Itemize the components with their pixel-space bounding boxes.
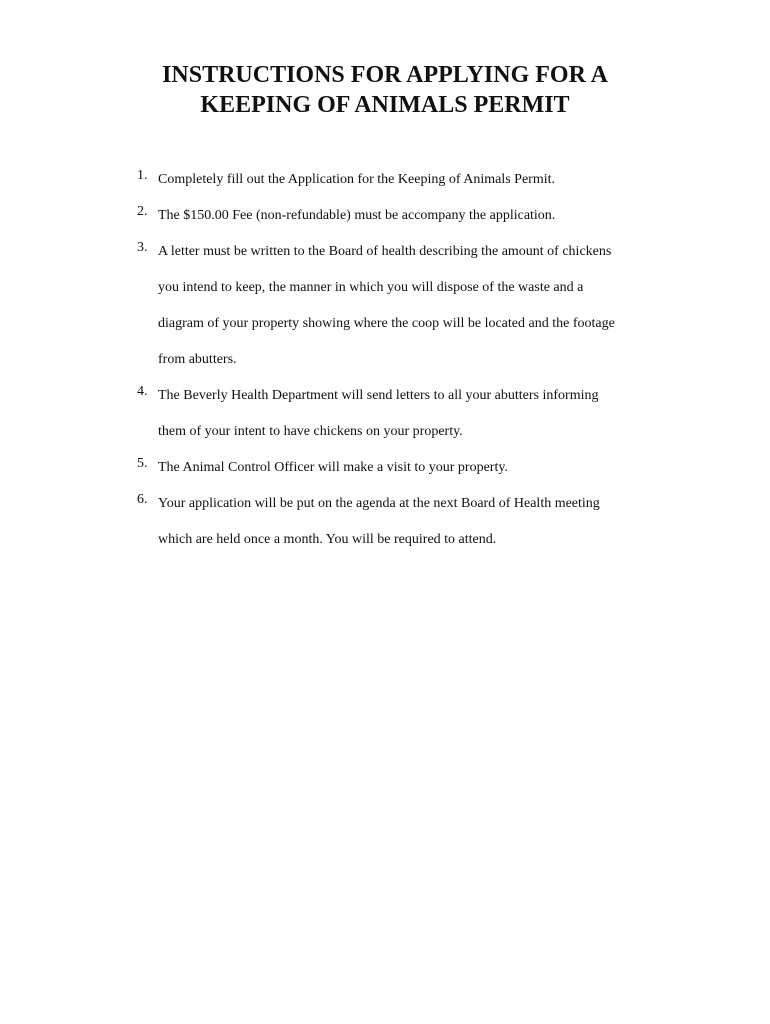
list-item xyxy=(0,240,770,384)
item-text-line: Your application will be put on the agenda at the next Board of Health meeting xyxy=(158,496,600,511)
item-number: 4. xyxy=(137,384,148,399)
page-title xyxy=(0,60,770,120)
item-number: 5. xyxy=(137,456,148,471)
item-text-line: you intend to keep, the manner in which you will dispose of the waste and a xyxy=(158,280,584,295)
item-text-line: from abutters. xyxy=(158,352,237,367)
list-item xyxy=(0,492,770,564)
item-text-line: which are held once a month. You will be required to attend. xyxy=(158,532,497,547)
title-line-2: KEEPING OF ANIMALS PERMIT xyxy=(200,92,570,118)
item-text-line: Completely fill out the Application for the Keeping of Animals Permit. xyxy=(158,172,555,187)
item-number: 1. xyxy=(137,168,148,183)
list-item xyxy=(0,456,770,492)
item-text-line: them of your intent to have chickens on your property. xyxy=(158,424,463,439)
item-number: 2. xyxy=(137,204,148,219)
item-text-line: The $150.00 Fee (non-refundable) must be accompany the application. xyxy=(158,208,556,223)
instructions-list xyxy=(0,168,770,564)
item-text-line: The Beverly Health Department will send letters to all your abutters informing xyxy=(158,388,599,403)
item-text-line: A letter must be written to the Board of health describing the amount of chickens xyxy=(158,244,612,259)
item-text-line: The Animal Control Officer will make a visit to your property. xyxy=(158,460,508,475)
item-number: 3. xyxy=(137,240,148,255)
item-number: 6. xyxy=(137,492,148,507)
title-line-1: INSTRUCTIONS FOR APPLYING FOR A xyxy=(162,62,608,88)
list-item xyxy=(0,168,770,204)
list-item xyxy=(0,204,770,240)
item-text-line: diagram of your property showing where the coop will be located and the footage xyxy=(158,316,615,331)
list-item xyxy=(0,384,770,456)
